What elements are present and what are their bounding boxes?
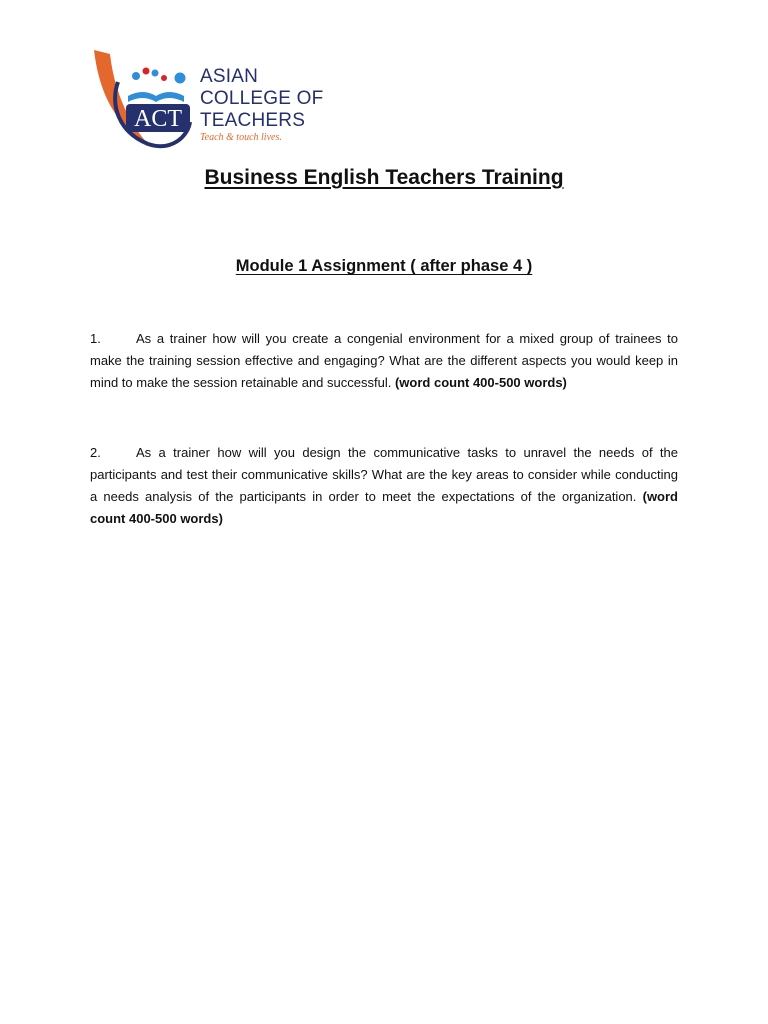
question-number: 2. (90, 445, 101, 460)
logo-wordmark (200, 66, 323, 144)
question-item (90, 328, 678, 394)
question-text: As a trainer how will you create a congenial environment for a mixed group of trainees to make the training session effective and engaging? What are the different aspects you would keep in mind to make the session retainable and successful. (90, 331, 678, 390)
logo-line-1: ASIAN (200, 66, 259, 87)
word-count-note: (word count 400-500 words) (90, 489, 678, 526)
document-title: Business English Teachers Training (204, 166, 564, 189)
question-number: 1. (90, 331, 101, 346)
word-count-note: (word count 400-500 words) (394, 375, 567, 390)
question-item (90, 442, 678, 530)
emblem-text: ACT (134, 106, 182, 132)
logo-tagline: Teach & touch lives. (200, 132, 282, 143)
act-emblem-icon (88, 44, 200, 152)
document-subtitle: Module 1 Assignment ( after phase 4 ) (235, 257, 533, 275)
logo-line-2: COLLEGE OF (200, 88, 324, 109)
question-text: As a trainer how will you design the communicative tasks to unravel the needs of the participants and test their communicative skills? What are the key areas to consider while conducting a needs analysis of the participants in order to meet the expectations of the organization. (90, 445, 678, 504)
logo-line-3: TEACHERS (200, 110, 306, 131)
college-logo (88, 44, 338, 152)
